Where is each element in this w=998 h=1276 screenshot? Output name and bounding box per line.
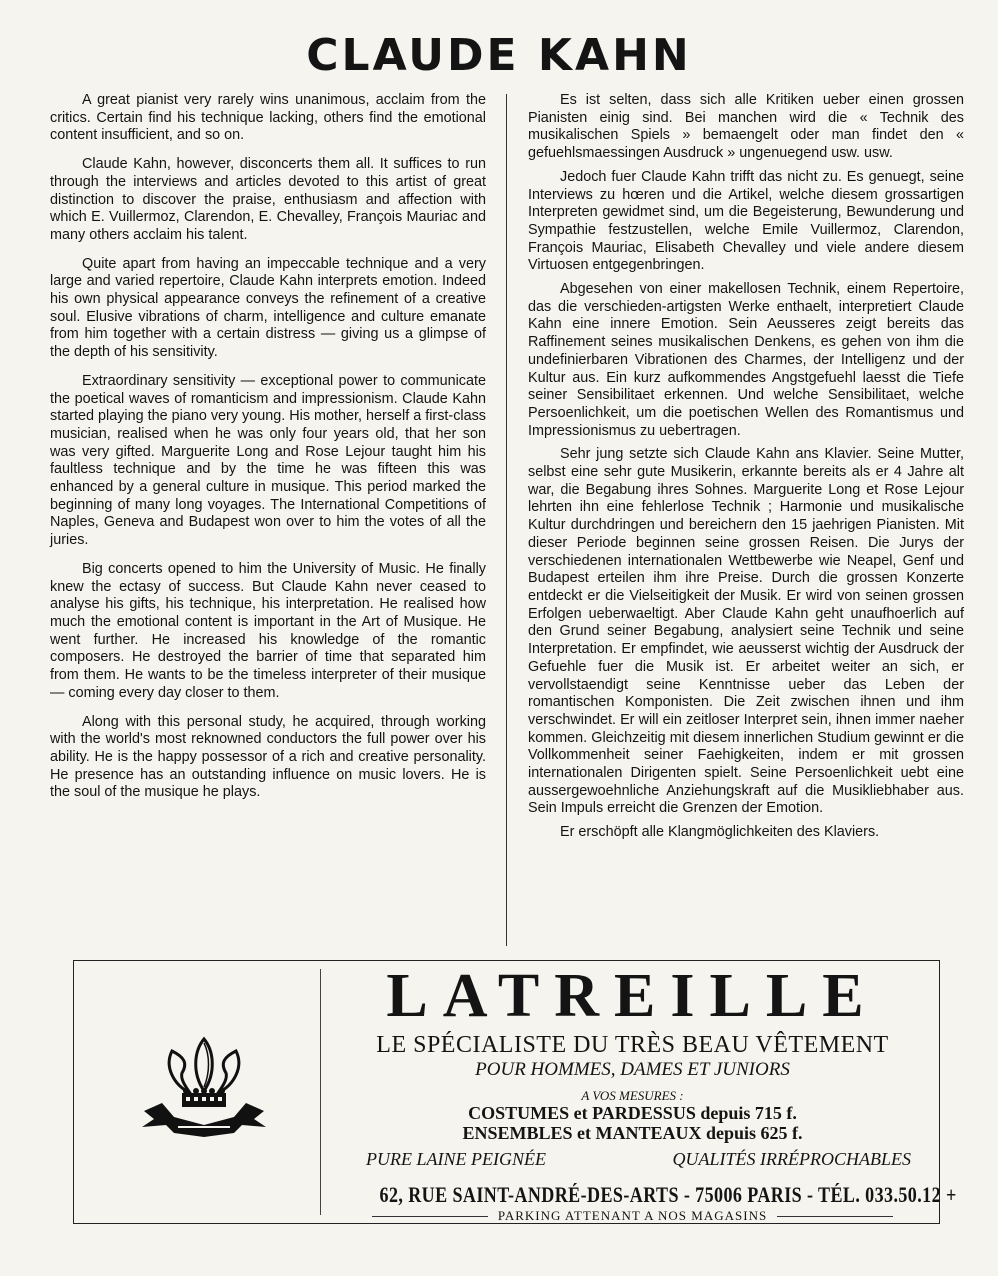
english-paragraph: Claude Kahn, however, disconcerts them all. It suffices to run through the interviews and articles devoted to this artist of great distinction to discover the praise, enthusiasm and affection with which E. Vuillermoz, Clarendon, E. Chevalley, François Mauriac and many others acclaim his talent. [50,156,486,243]
german-paragraph: Sehr jung setzte sich Claude Kahn ans Klavier. Seine Mutter, selbst eine sehr gute Musikerin, erkannte bereits als er 4 Jahre alt war, die Begabung ihres Sohnes. Marguerite Long et Rose Lejour lehrten ihn eine fehlerlose Technik ; Harmonie und musikalische Kultur durchdringen und bereichern den 15 jaehrigen Pianisten. Mit dieser Periode beginnen seine grossen Reisen. Die Jurys der verschiedenen internationalen Wettbewerbe wie Neapel, Genf und Budapest erteilen ihm ihre Preise. Durch die grossen Konzerte entdeckt er die Vielseitigkeit der Musik. Er wird von seinen grossen Erfolgen ueberwaeltigt. Aber Claude Kahn geht unaufhoerlich auf den Grund seiner Begabung, analysiert seine Technik und seine Interpretation. Er empfindet, wie aeusserst wichtig der Ausdruck der Gefuehle fuer die Musik ist. Er arbeitet weiter an sich, er vervollstaendigt seine Kenntnisse ueber das Leben der romantischen Komponisten. Die Zeit zwischen ihnen und ihm verschwindet. Er will ein zeitloser Interpret sein, ihnen immer naeher kommen. Gleichzeitig mit diesem innerlichen Studium gewinnt er die Vollkommenheit seiner Faehigkeiten, indem er mit grossen internationalen Dirigenten spielt. Seine Persoenlichkeit uebt eine aussergewoehnliche Anziehungskraft auf die Musikliebhaber aus. Sein Impuls erreicht die Grenzen der Emotion. [528,446,964,817]
made-to-measure-line: A VOS MESURES : [581,1088,684,1103]
rule-left [372,1216,488,1217]
german-paragraph: Es ist selten, dass sich alle Kritiken ueber einen grossen Pianisten einig sind. Bei manchen wird die « Technik des musikalischen Spiels » bemaengelt oder man findet den « gefuehlsmaessingen Ausdruck » ungenuegend usw. usw. [528,92,964,162]
quality-right: QUALITÉS IRRÉPROCHABLES [672,1149,911,1169]
german-paragraph: Abgesehen von einer makellosen Technik, einem Repertoire, das die verschieden-artigsten Werke enthaelt, interpretiert Claude Kahn eine innere Emotion. Sein Aeusseres zeigt bereits das Raffinement seines musikalischen Denkens, es gehen von ihm die undefinierbaren Vibrationen des Charmes, der Intelligenz und der Kultur aus. Ein kurz aufkommendes Angstgefuehl laesst die Tiefe seiner Sensibilitaet erkennen. Und welche Sensibilitaet, welche Persoenlichkeit, um die poetischen Wellen des Romantismus und Impressionismus zu uebertragen. [528,281,964,439]
english-paragraph: Quite apart from having an impeccable technique and a very large and varied repertoire, Claude Kahn interprets emotion. Indeed his own physical appearance conveys the refinement of a creative soul. Elusive vibrations of charm, intelligence and culture emanate from him together with a certain distress — giving us a glimpse of the depth of his sensitivity. [50,255,486,361]
german-paragraph: Jedoch fuer Claude Kahn trifft das nicht zu. Es genuegt, seine Interviews zu hœren und die Artikel, welche diesem grossartigen Interpreten gewidmet sind, um die Begeisterung, Bewunderung und Sympathie festzustellen, welche Emile Vuillermoz, Clarendon, François Mauriac, Elisabeth Chevalley und viele andere diesem Virtuosen entgegenbringen. [528,168,964,274]
target-line: POUR HOMMES, DAMES ET JUNIORS [475,1059,790,1080]
article-title: CLAUDE KAHN [306,30,692,81]
prince-of-wales-feathers-crest-icon [134,1033,274,1153]
english-column [50,92,486,813]
english-paragraph: Big concerts opened to him the University of Music. He finally knew the ectasy of success. But Claude Kahn never ceased to analyse his gifts, his technique, his interpretation. He realised how much the emotional content is important in the Art of Musique. He went further. He increased his knowledge of the romantic composers. He destroyed the barrier of time that separated him from them. He wants to be the timeless interpreter of their musique — coming every day closer to them. [50,560,486,701]
english-paragraph: A great pianist very rarely wins unanimous, acclaim from the critics. Certain find his technique lacking, others find the emotional content insufficient, and so on. [50,92,486,144]
advertisement-text [324,961,957,1224]
german-column [528,92,964,848]
specialty-line: LE SPÉCIALISTE DU TRÈS BEAU VÊTEMENT [376,1032,889,1058]
quality-row [324,1149,941,1170]
brand-name: LATREILLE [386,962,879,1030]
column-divider [506,94,507,946]
english-paragraph: Extraordinary sensitivity — exceptional power to communicate the poetical waves of romanticism and impressionism. Claude Kahn started playing the piano very young. His mother, herself a first-class musician, realised when he was only four years old, that her son was very gifted. Marguerite Long and Rose Lejour taught him his faultless technique and by the time he was fifteen this was enhanced by a general culture in musique. This period marked the beginning of many long voyages. The International Competitions of Naples, Geneva and Budapest won over to him the votes of all the juries. [50,372,486,549]
store-address: 62, RUE SAINT-ANDRÉ-DES-ARTS - 75006 PARIS - TÉL. 033.50.12 + [379,1182,957,1207]
advertisement-divider [320,969,321,1215]
rule-right [777,1216,893,1217]
parking-note: PARKING ATTENANT A NOS MAGASINS [497,1208,768,1223]
offer-ensembles: ENSEMBLES et MANTEAUX depuis 625 f. [462,1123,803,1143]
german-paragraph: Er erschöpft alle Klangmöglichkeiten des Klaviers. [560,824,880,841]
english-paragraph: Along with this personal study, he acquired, through working with the world's most reknowned conductors the full power over his ability. He is the happy possessor of a rich and creative personality. He presence has an outstanding influence on music lovers. He is the soul of the musique he plays. [50,713,486,801]
parking-row [324,1208,941,1224]
quality-left: PURE LAINE PEIGNÉE [366,1149,546,1169]
latreille-advertisement [73,960,957,1224]
offer-costumes: COSTUMES et PARDESSUS depuis 715 f. [468,1103,797,1123]
